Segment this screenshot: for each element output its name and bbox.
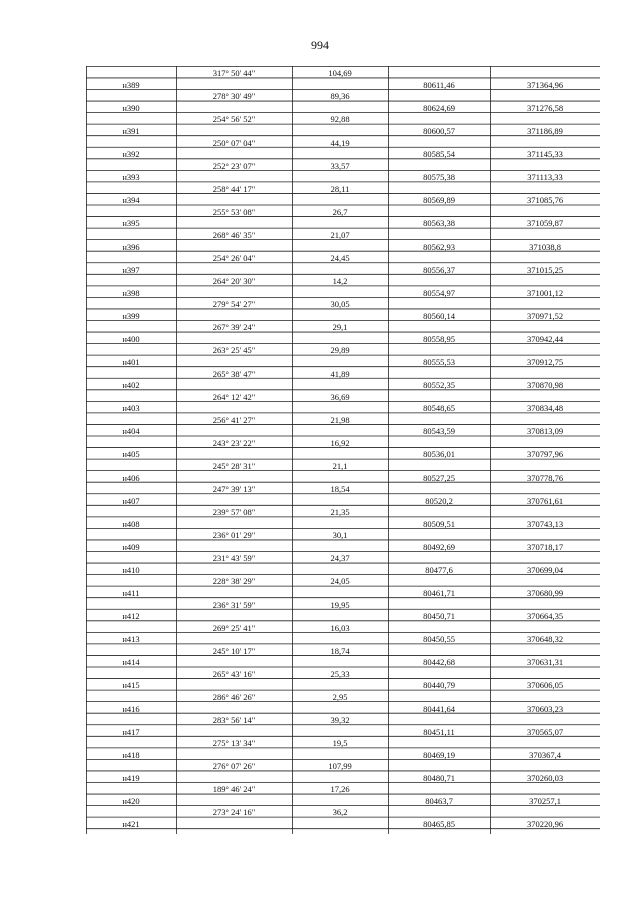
x-coordinate: 80562,93: [423, 241, 455, 252]
direction-angle: 258° 44' 17": [212, 183, 256, 194]
point-label: н410: [122, 564, 140, 575]
x-coordinate: 80548,65: [423, 403, 455, 414]
segment-length: 29,89: [330, 345, 350, 356]
segment-length: 30,1: [332, 530, 348, 541]
direction-angle: 231° 43' 59": [212, 553, 256, 564]
point-label: н418: [122, 749, 140, 760]
direction-angle: 268° 46' 35": [212, 229, 256, 240]
segment-length: 18,54: [330, 484, 350, 495]
point-label: н417: [122, 726, 140, 737]
y-coordinate: 370834,48: [526, 403, 564, 414]
y-coordinate: 371145,33: [527, 149, 563, 160]
x-coordinate: 80440,79: [423, 680, 455, 691]
point-label: н400: [122, 333, 140, 344]
y-coordinate: 370761,61: [526, 495, 564, 506]
x-coordinate: 80492,69: [423, 541, 455, 552]
direction-angle: 228° 38' 29": [212, 576, 256, 587]
x-coordinate: 80569,89: [423, 195, 455, 206]
y-coordinate: 371186,89: [527, 126, 563, 137]
segment-length: 2,95: [332, 691, 348, 702]
point-label: н409: [122, 541, 140, 552]
x-coordinate: 80441,64: [423, 703, 455, 714]
x-coordinate: 80558,95: [423, 333, 455, 344]
point-label: н420: [122, 795, 140, 806]
direction-angle: 236° 31' 59": [212, 599, 256, 610]
y-coordinate: 371113,33: [527, 172, 563, 183]
x-coordinate: 80442,68: [423, 657, 455, 668]
segment-length: 44,19: [330, 137, 350, 148]
direction-angle: 276° 07' 26": [212, 761, 256, 772]
point-label: н405: [122, 449, 140, 460]
coordinates-table: [86, 66, 600, 834]
y-coordinate: 370648,32: [526, 634, 564, 645]
point-label: н399: [122, 310, 140, 321]
segment-length: 21,07: [330, 229, 350, 240]
x-coordinate: 80450,71: [423, 611, 455, 622]
x-coordinate: 80465,85: [423, 819, 455, 830]
direction-angle: 273° 24' 16": [212, 807, 256, 818]
y-coordinate: 371085,76: [526, 195, 564, 206]
direction-angle: 283° 56' 14": [212, 715, 256, 726]
y-coordinate: 371038,8: [529, 241, 561, 252]
segment-length: 16,92: [330, 437, 350, 448]
direction-angle: 236° 01' 29": [212, 530, 256, 541]
direction-angle: 275° 13' 34": [212, 738, 256, 749]
segment-length: 21,1: [332, 460, 348, 471]
direction-angle: 255° 53' 08": [212, 206, 256, 217]
direction-angle: 269° 25' 41": [212, 622, 256, 633]
x-coordinate: 80461,71: [423, 588, 455, 599]
y-coordinate: 370743,13: [526, 518, 564, 529]
x-coordinate: 80563,38: [423, 218, 455, 229]
direction-angle: 243° 23' 22": [212, 437, 256, 448]
direction-angle: 245° 10' 17": [212, 645, 256, 656]
direction-angle: 189° 46' 24": [212, 784, 256, 795]
point-label: н404: [122, 426, 140, 437]
segment-length: 30,05: [330, 299, 350, 310]
y-coordinate: 370631,31: [526, 657, 564, 668]
point-label: н401: [122, 357, 140, 368]
x-coordinate: 80520,2: [425, 495, 453, 506]
segment-length: 89,36: [330, 91, 350, 102]
x-coordinate: 80477,6: [425, 564, 453, 575]
segment-length: 26,7: [332, 206, 348, 217]
x-coordinate: 80527,25: [423, 472, 455, 483]
point-label: н416: [122, 703, 140, 714]
direction-angle: 267° 39' 24": [212, 322, 256, 333]
x-coordinate: 80575,38: [423, 172, 455, 183]
y-coordinate: 370565,07: [526, 726, 564, 737]
y-coordinate: 370797,96: [526, 449, 564, 460]
point-label: н403: [122, 403, 140, 414]
segment-length: 21,98: [330, 414, 350, 425]
y-coordinate: 370971,52: [526, 310, 564, 321]
point-label: н393: [122, 172, 140, 183]
segment-length: 39,32: [330, 715, 350, 726]
segment-length: 33,57: [330, 160, 350, 171]
x-coordinate: 80543,59: [423, 426, 455, 437]
x-coordinate: 80600,57: [423, 126, 455, 137]
point-label: н395: [122, 218, 140, 229]
point-label: н391: [122, 126, 140, 137]
direction-angle: 252° 23' 07": [212, 160, 256, 171]
y-coordinate: 371001,12: [526, 287, 564, 298]
point-label: н415: [122, 680, 140, 691]
point-label: н390: [122, 102, 140, 113]
segment-length: 25,33: [330, 668, 350, 679]
direction-angle: 256° 41' 27": [212, 414, 256, 425]
x-coordinate: 80555,53: [423, 357, 455, 368]
direction-angle: 265° 38' 47": [212, 368, 256, 379]
point-label: н414: [122, 657, 140, 668]
segment-length: 14,2: [332, 276, 348, 287]
y-coordinate: 370718,17: [526, 541, 564, 552]
direction-angle: 250° 07' 04": [212, 137, 256, 148]
point-label: н419: [122, 772, 140, 783]
segment-length: 36,69: [330, 391, 350, 402]
segment-length: 28,11: [330, 183, 350, 194]
y-coordinate: 370942,44: [526, 333, 564, 344]
x-coordinate: 80480,71: [423, 772, 455, 783]
x-coordinate: 80560,14: [423, 310, 455, 321]
point-label: н398: [122, 287, 140, 298]
direction-angle: 264° 20' 30": [212, 276, 256, 287]
direction-angle: 239° 57' 08": [212, 507, 256, 518]
direction-angle: 263° 25' 45": [212, 345, 256, 356]
segment-length: 92,88: [330, 114, 350, 125]
y-coordinate: 371059,87: [526, 218, 564, 229]
y-coordinate: 370778,76: [526, 472, 564, 483]
x-coordinate: 80451,11: [423, 726, 455, 737]
segment-length: 19,5: [332, 738, 348, 749]
point-label: н392: [122, 149, 140, 160]
direction-angle: 317° 50' 44": [212, 68, 256, 79]
direction-angle: 279° 54' 27": [212, 299, 256, 310]
x-coordinate: 80611,46: [423, 79, 455, 90]
segment-length: 21,35: [330, 507, 350, 518]
x-coordinate: 80585,54: [423, 149, 455, 160]
x-coordinate: 80624,69: [423, 102, 455, 113]
x-coordinate: 80554,97: [423, 287, 455, 298]
y-coordinate: 370699,04: [526, 564, 564, 575]
direction-angle: 265° 43' 16": [212, 668, 256, 679]
y-coordinate: 370813,09: [526, 426, 564, 437]
point-label: н412: [122, 611, 140, 622]
point-label: н421: [122, 819, 140, 830]
y-coordinate: 370870,98: [526, 380, 564, 391]
segment-length: 24,37: [330, 553, 350, 564]
point-label: н389: [122, 79, 140, 90]
segment-length: 104,69: [328, 68, 352, 79]
x-coordinate: 80450,55: [423, 634, 455, 645]
segment-length: 24,05: [330, 576, 350, 587]
y-coordinate: 370912,75: [526, 357, 564, 368]
x-coordinate: 80469,19: [423, 749, 455, 760]
y-coordinate: 370664,35: [526, 611, 564, 622]
y-coordinate: 371015,25: [526, 264, 564, 275]
point-label: н394: [122, 195, 140, 206]
y-coordinate: 370603,23: [526, 703, 564, 714]
point-label: н408: [122, 518, 140, 529]
direction-angle: 278° 30' 49": [212, 91, 256, 102]
y-coordinate: 370257,1: [529, 795, 561, 806]
y-coordinate: 370367,4: [529, 749, 561, 760]
x-coordinate: 80556,37: [423, 264, 455, 275]
segment-length: 107,99: [328, 761, 352, 772]
y-coordinate: 370606,05: [526, 680, 564, 691]
point-label: н407: [122, 495, 140, 506]
segment-length: 29,1: [332, 322, 348, 333]
x-coordinate: 80509,51: [423, 518, 455, 529]
direction-angle: 254° 56' 52": [212, 114, 256, 125]
y-coordinate: 370260,03: [526, 772, 564, 783]
y-coordinate: 370680,99: [526, 588, 564, 599]
segment-length: 18,74: [330, 645, 350, 656]
point-label: н411: [122, 588, 140, 599]
x-coordinate: 80463,7: [425, 795, 453, 806]
point-label: н402: [122, 380, 140, 391]
segment-length: 16,03: [330, 622, 350, 633]
segment-length: 24,45: [330, 253, 350, 264]
page-number: 994: [311, 38, 329, 52]
y-coordinate: 370220,96: [526, 819, 564, 830]
direction-angle: 245° 28' 31": [212, 460, 256, 471]
direction-angle: 247° 39' 13": [212, 484, 256, 495]
y-coordinate: 371364,96: [526, 79, 564, 90]
direction-angle: 264° 12' 42": [212, 391, 256, 402]
point-label: н413: [122, 634, 140, 645]
segment-length: 19,95: [330, 599, 350, 610]
point-label: н396: [122, 241, 140, 252]
point-label: н397: [122, 264, 140, 275]
x-coordinate: 80536,01: [423, 449, 455, 460]
segment-length: 36,2: [332, 807, 348, 818]
segment-length: 41,89: [330, 368, 350, 379]
segment-length: 17,26: [330, 784, 350, 795]
direction-angle: 286° 46' 26": [212, 691, 256, 702]
direction-angle: 254° 26' 04": [212, 253, 256, 264]
point-label: н406: [122, 472, 140, 483]
y-coordinate: 371276,58: [526, 102, 564, 113]
x-coordinate: 80552,35: [423, 380, 455, 391]
